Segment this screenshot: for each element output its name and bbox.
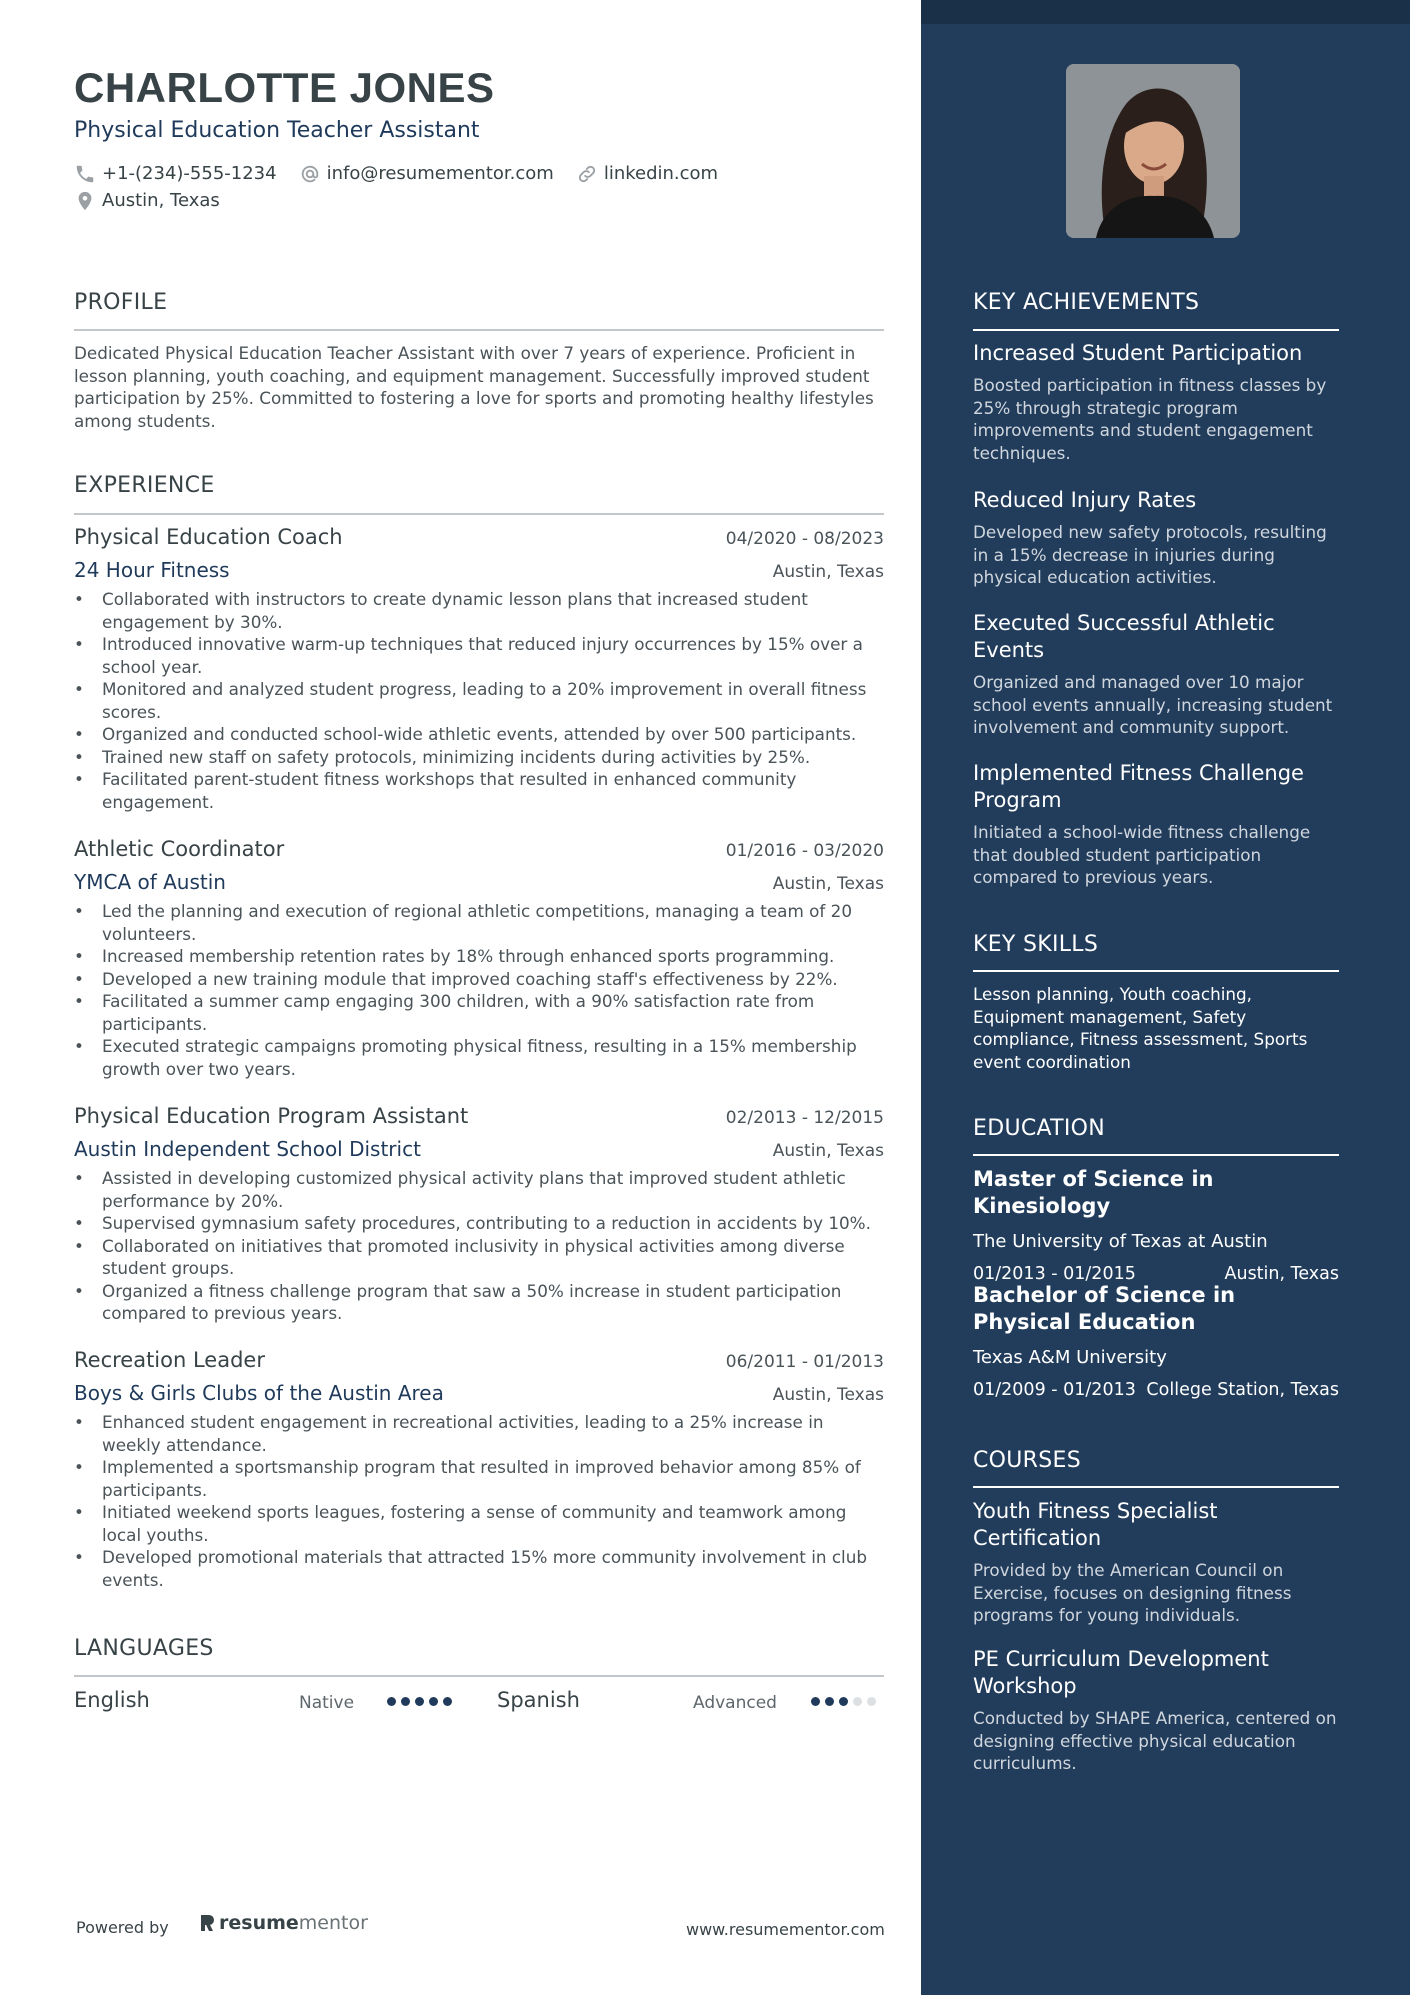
job-bullets bbox=[74, 1167, 884, 1325]
job-company: Austin Independent School District bbox=[74, 1137, 421, 1161]
job-bullet: • Increased membership retention rates by 18% through enhanced sports programming. bbox=[74, 945, 884, 968]
achievement-desc: Developed new safety protocols, resulting in a 15% decrease in injuries during physical education activities. bbox=[973, 522, 1327, 587]
course-title: PE Curriculum Development Workshop bbox=[973, 1647, 1269, 1698]
sidebar bbox=[921, 0, 1410, 1995]
profile-photo bbox=[1066, 64, 1240, 238]
achievement-title: Implemented Fitness Challenge Program bbox=[973, 761, 1304, 812]
resumementor-logo-icon bbox=[198, 1912, 216, 1934]
job-bullets bbox=[74, 900, 884, 1080]
rating-dot-filled bbox=[401, 1697, 410, 1706]
profile-summary: Dedicated Physical Education Teacher Assistant with over 7 years of experience. Proficient in lesson planning, youth coaching, and equipment management. Successfully improved student participation by 25%. Committed to fostering a love for sports and promoting healthy lifestyles among students. bbox=[74, 343, 874, 431]
rating-dot-filled bbox=[429, 1697, 438, 1706]
job-location: Austin, Texas bbox=[772, 1141, 884, 1161]
job-bullet: • Implemented a sportsmanship program that resulted in improved behavior among 85% of participants. bbox=[74, 1456, 884, 1501]
job-bullet: • Trained new staff on safety protocols, minimizing incidents during activities by 25%. bbox=[74, 746, 884, 769]
logo-text-light: mentor bbox=[298, 1912, 368, 1934]
language-rating bbox=[811, 1697, 881, 1706]
portrait-image bbox=[1066, 64, 1240, 238]
job-bullet: • Introduced innovative warm-up techniques that reduced injury occurrences by 15% over a school year. bbox=[74, 633, 884, 678]
resumementor-logo[interactable] bbox=[198, 1912, 368, 1934]
education-item bbox=[973, 1282, 1339, 1400]
job-title: Recreation Leader bbox=[74, 1348, 265, 1372]
job-entry bbox=[74, 1348, 884, 1591]
course-desc: Conducted by SHAPE America, centered on designing effective physical education curriculums. bbox=[973, 1708, 1337, 1773]
job-location: Austin, Texas bbox=[772, 562, 884, 582]
job-dates: 02/2013 - 12/2015 bbox=[725, 1108, 884, 1128]
skills-divider bbox=[973, 970, 1339, 972]
job-company: 24 Hour Fitness bbox=[74, 558, 230, 582]
job-bullet: • Executed strategic campaigns promoting physical fitness, resulting in a 15% membership growth over two years. bbox=[74, 1035, 884, 1080]
education-divider bbox=[973, 1154, 1339, 1156]
language-rating bbox=[387, 1697, 457, 1706]
job-dates: 06/2011 - 01/2013 bbox=[725, 1352, 884, 1372]
contact-info bbox=[74, 160, 874, 214]
course-desc: Provided by the American Council on Exercise, focuses on designing fitness programs for young individuals. bbox=[973, 1560, 1292, 1625]
rating-dot-empty bbox=[867, 1697, 876, 1706]
experience-heading: EXPERIENCE bbox=[74, 473, 215, 498]
education-degree: Master of Science in Kinesiology bbox=[973, 1167, 1214, 1218]
job-title: Physical Education Coach bbox=[74, 525, 343, 549]
courses-divider bbox=[973, 1486, 1339, 1488]
contact-location bbox=[74, 190, 220, 212]
job-bullet: • Facilitated parent-student fitness workshops that resulted in enhanced community engagement. bbox=[74, 768, 884, 813]
achievement-desc: Boosted participation in fitness classes by 25% through strategic program improvements and student engagement techniques. bbox=[973, 375, 1327, 463]
job-bullet: • Enhanced student engagement in recreational activities, leading to a 25% increase in weekly attendance. bbox=[74, 1411, 884, 1456]
candidate-title: Physical Education Teacher Assistant bbox=[74, 118, 480, 143]
language-level: Native bbox=[299, 1693, 355, 1713]
rating-dot-filled bbox=[415, 1697, 424, 1706]
job-bullet: • Initiated weekend sports leagues, fostering a sense of community and teamwork among local youths. bbox=[74, 1501, 884, 1546]
achievements-heading: KEY ACHIEVEMENTS bbox=[973, 290, 1200, 315]
location-pin-icon bbox=[74, 190, 96, 212]
course-item bbox=[973, 1646, 1339, 1775]
job-bullet: • Collaborated on initiatives that promoted inclusivity in physical activities among diverse student groups. bbox=[74, 1235, 884, 1280]
profile-divider bbox=[74, 329, 884, 331]
job-bullet: • Developed promotional materials that attracted 15% more community involvement in club events. bbox=[74, 1546, 884, 1591]
rating-dot-empty bbox=[853, 1697, 862, 1706]
link-icon bbox=[576, 163, 598, 185]
candidate-name: CHARLOTTE JONES bbox=[74, 64, 495, 111]
job-entry bbox=[74, 1104, 884, 1325]
contact-phone[interactable] bbox=[74, 163, 277, 185]
email-text: info@resumementor.com bbox=[326, 163, 554, 184]
achievements-divider bbox=[973, 329, 1339, 331]
course-title: Youth Fitness Specialist Certification bbox=[973, 1499, 1218, 1550]
job-title: Physical Education Program Assistant bbox=[74, 1104, 469, 1128]
languages-heading: LANGUAGES bbox=[74, 1636, 214, 1661]
achievement-item bbox=[973, 760, 1339, 889]
achievement-desc: Organized and managed over 10 major school events annually, increasing student involvement and community support. bbox=[973, 672, 1333, 737]
at-icon bbox=[299, 163, 321, 185]
achievement-title: Executed Successful Athletic Events bbox=[973, 611, 1275, 662]
contact-email[interactable] bbox=[299, 163, 554, 185]
achievement-item bbox=[973, 610, 1339, 739]
job-bullet: • Developed a new training module that improved coaching staff's effectiveness by 22%. bbox=[74, 968, 884, 991]
achievement-desc: Initiated a school-wide fitness challenge that doubled student participation compared to previous years. bbox=[973, 822, 1311, 887]
powered-by-label: Powered by bbox=[76, 1918, 169, 1937]
job-bullet: • Monitored and analyzed student progress, leading to a 20% improvement in overall fitness scores. bbox=[74, 678, 884, 723]
rating-dot-filled bbox=[811, 1697, 820, 1706]
linkedin-text: linkedin.com bbox=[603, 163, 719, 184]
job-company: Boys & Girls Clubs of the Austin Area bbox=[74, 1381, 444, 1405]
achievement-item bbox=[973, 340, 1339, 464]
job-dates: 04/2020 - 08/2023 bbox=[725, 529, 884, 549]
phone-text: +1-(234)-555-1234 bbox=[102, 163, 277, 184]
job-bullet: • Collaborated with instructors to create dynamic lesson plans that increased student engagement by 30%. bbox=[74, 588, 884, 633]
language-name: Spanish bbox=[497, 1688, 580, 1712]
sidebar-top-band bbox=[921, 0, 1410, 24]
profile-heading: PROFILE bbox=[74, 290, 168, 315]
phone-icon bbox=[74, 163, 96, 185]
location-text: Austin, Texas bbox=[102, 190, 220, 211]
languages-divider bbox=[74, 1675, 884, 1677]
job-dates: 01/2016 - 03/2020 bbox=[725, 841, 884, 861]
job-bullet: • Led the planning and execution of regional athletic competitions, managing a team of 20 volunteers. bbox=[74, 900, 884, 945]
language-name: English bbox=[74, 1688, 150, 1712]
logo-text-bold: resume bbox=[219, 1912, 299, 1934]
job-bullet: • Supervised gymnasium safety procedures, contributing to a reduction in accidents by 10%. bbox=[74, 1212, 884, 1235]
footer-url[interactable]: www.resumementor.com bbox=[686, 1920, 885, 1939]
job-location: Austin, Texas bbox=[772, 1385, 884, 1405]
language-level: Advanced bbox=[693, 1693, 777, 1713]
job-entry bbox=[74, 837, 884, 1080]
rating-dot-filled bbox=[825, 1697, 834, 1706]
job-company: YMCA of Austin bbox=[74, 870, 226, 894]
education-location: Austin, Texas bbox=[1224, 1264, 1339, 1284]
education-dates: 01/2013 - 01/2015 bbox=[973, 1264, 1136, 1284]
job-bullets bbox=[74, 588, 884, 813]
skills-heading: KEY SKILLS bbox=[973, 932, 1099, 957]
job-title: Athletic Coordinator bbox=[74, 837, 285, 861]
job-bullet: • Assisted in developing customized physical activity plans that improved student athletic performance by 20%. bbox=[74, 1167, 884, 1212]
achievement-item bbox=[973, 487, 1339, 589]
achievement-title: Reduced Injury Rates bbox=[973, 488, 1197, 512]
achievement-title: Increased Student Participation bbox=[973, 341, 1303, 365]
education-school: Texas A&M University bbox=[973, 1347, 1167, 1368]
job-location: Austin, Texas bbox=[772, 874, 884, 894]
languages-list bbox=[74, 1688, 884, 1718]
contact-linkedin[interactable] bbox=[576, 163, 718, 185]
rating-dot-filled bbox=[443, 1697, 452, 1706]
education-school: The University of Texas at Austin bbox=[973, 1231, 1268, 1252]
education-heading: EDUCATION bbox=[973, 1116, 1106, 1141]
job-bullet: • Organized a fitness challenge program that saw a 50% increase in student participation compared to previous years. bbox=[74, 1280, 884, 1325]
experience-divider bbox=[74, 513, 884, 515]
skills-list: Lesson planning, Youth coaching, Equipment management, Safety compliance, Fitness assessment, Sports event coordination bbox=[973, 984, 1308, 1072]
education-item bbox=[973, 1166, 1339, 1284]
rating-dot-filled bbox=[387, 1697, 396, 1706]
education-dates: 01/2009 - 01/2013 bbox=[973, 1380, 1136, 1400]
job-entry bbox=[74, 525, 884, 813]
rating-dot-filled bbox=[839, 1697, 848, 1706]
job-bullets bbox=[74, 1411, 884, 1591]
course-item bbox=[973, 1498, 1339, 1627]
education-location: College Station, Texas bbox=[1146, 1380, 1339, 1400]
courses-heading: COURSES bbox=[973, 1448, 1081, 1473]
job-bullet: • Organized and conducted school-wide athletic events, attended by over 500 participants. bbox=[74, 723, 884, 746]
job-bullet: • Facilitated a summer camp engaging 300 children, with a 90% satisfaction rate from participants. bbox=[74, 990, 884, 1035]
education-degree: Bachelor of Science in Physical Education bbox=[973, 1283, 1236, 1334]
